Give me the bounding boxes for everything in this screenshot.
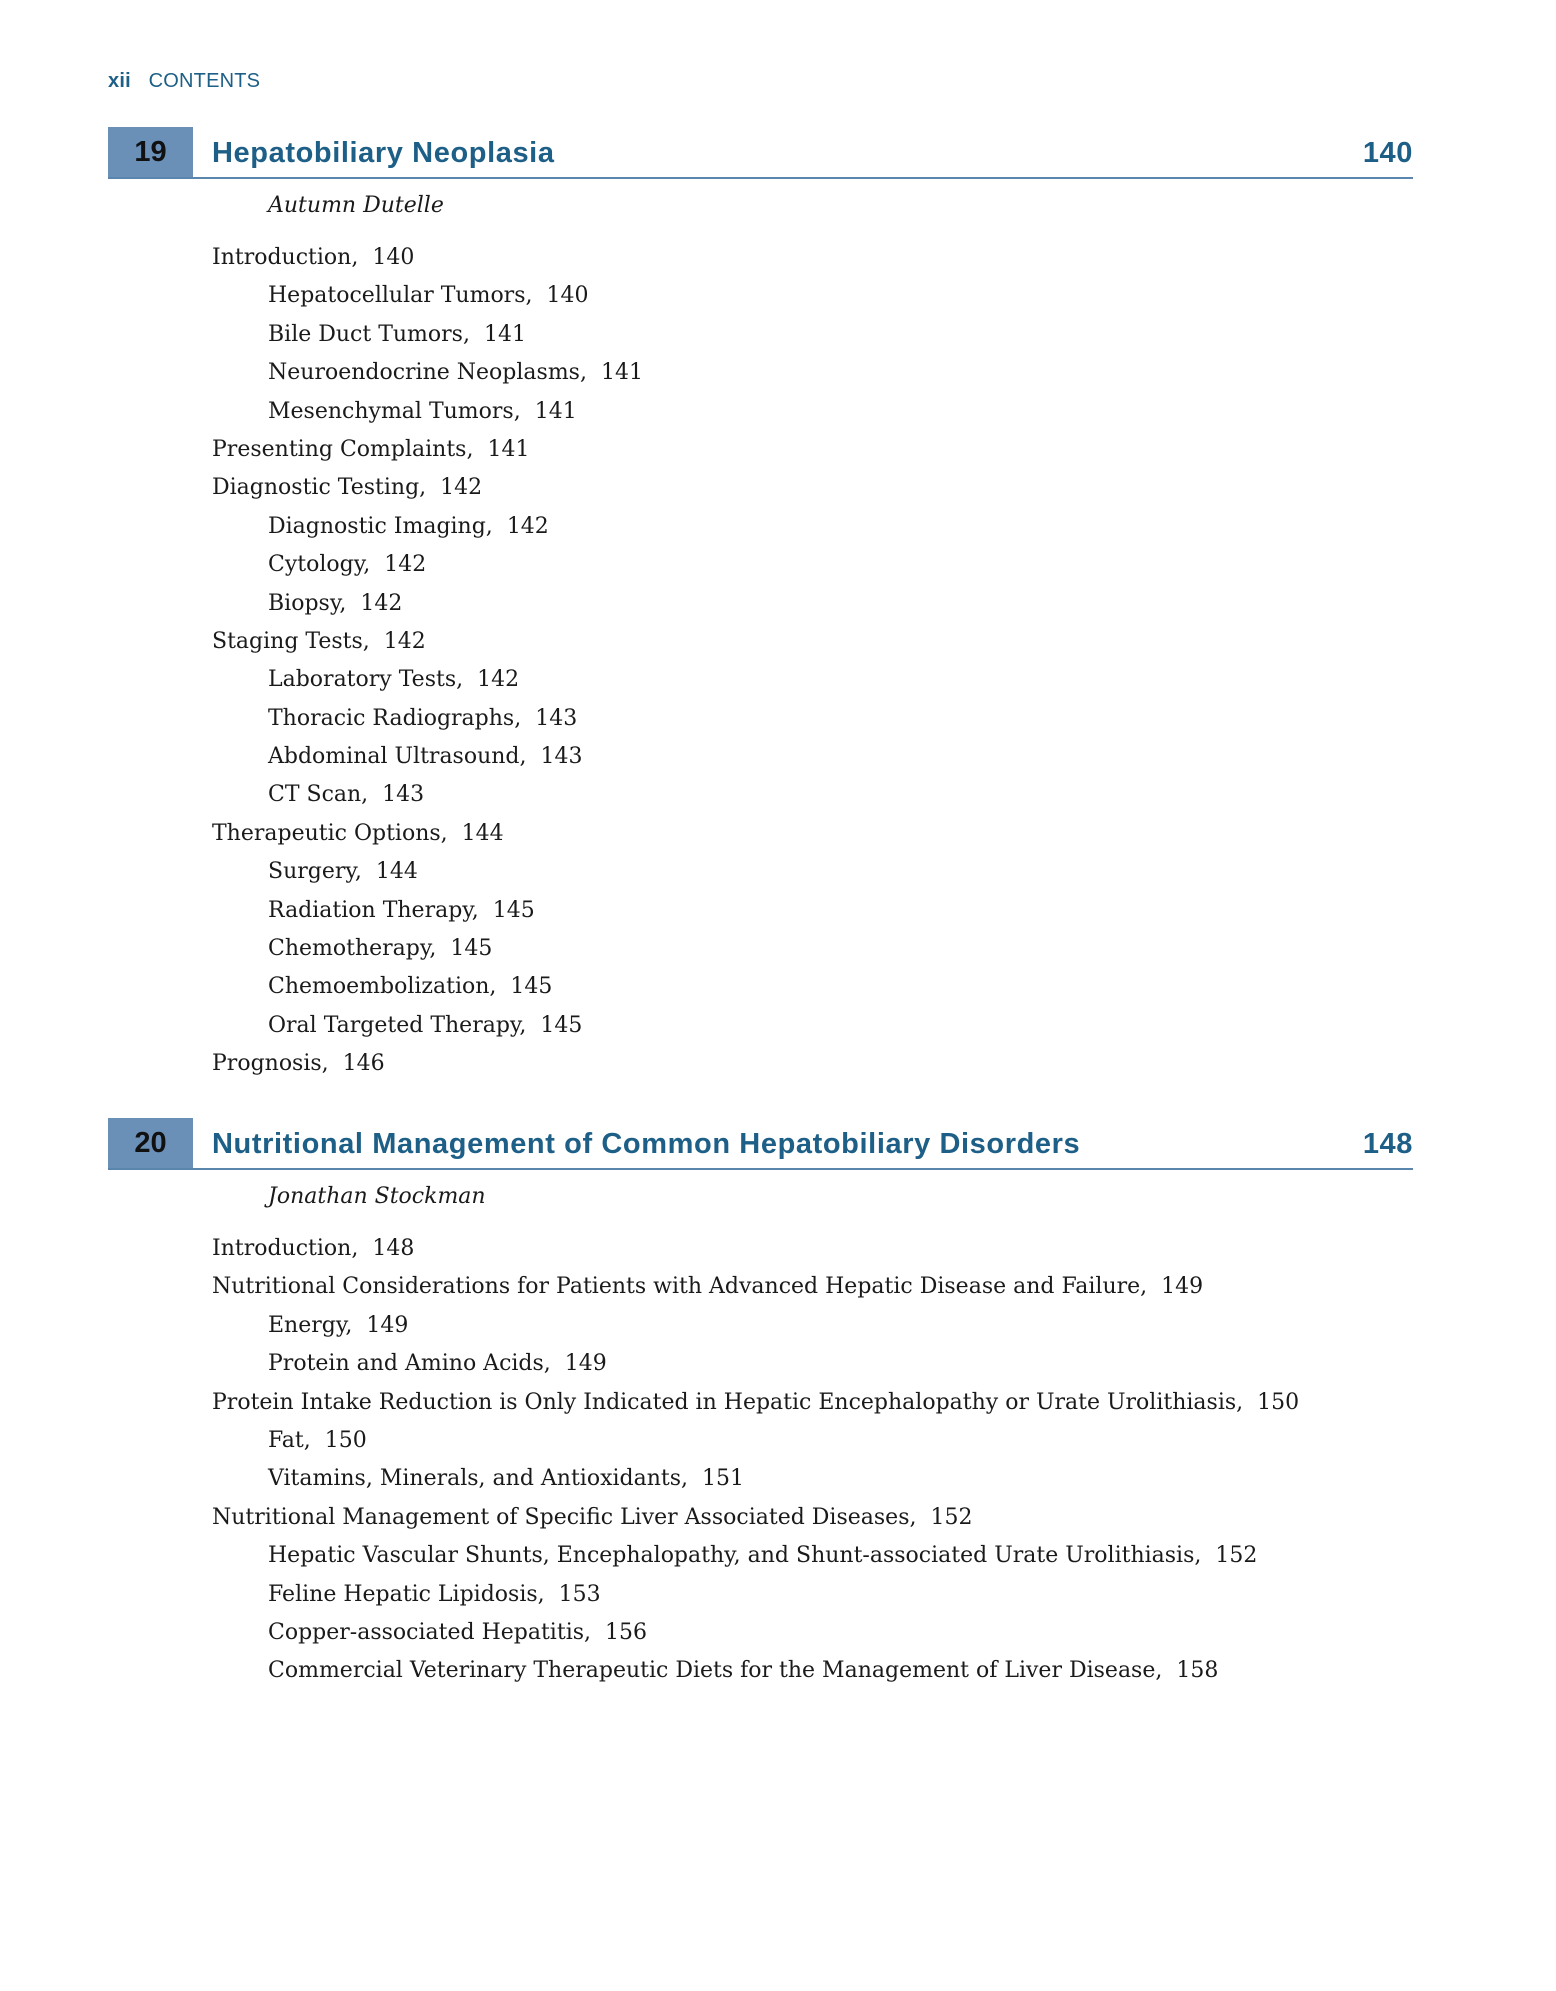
toc-entry-page: 149 (366, 1312, 409, 1338)
chapter-19 (108, 127, 1413, 1084)
toc-entry[interactable] (268, 661, 1413, 699)
toc-entry[interactable] (268, 546, 1413, 584)
toc-entry-page: 144 (461, 820, 504, 846)
toc-entry-title: Protein and Amino Acids, (268, 1351, 551, 1377)
toc-entry[interactable] (268, 277, 1413, 315)
page-folio: xii (108, 70, 131, 92)
toc-entry-page: 149 (1161, 1274, 1204, 1300)
toc-entry-title: Hepatocellular Tumors, (268, 283, 533, 309)
toc-entry-page: 143 (535, 705, 578, 731)
toc-entry[interactable] (212, 1268, 1413, 1306)
toc-entry-title: Feline Hepatic Lipidosis, (268, 1581, 545, 1607)
toc-entry-title: Bile Duct Tumors, (268, 321, 470, 347)
toc-entry-page: 150 (324, 1427, 367, 1453)
toc-entry-title: Staging Tests, (212, 628, 370, 654)
toc-entry-title: Thoracic Radiographs, (268, 705, 522, 731)
toc-entry[interactable] (212, 1384, 1413, 1422)
chapter-number: 20 (108, 1118, 193, 1168)
running-head (108, 70, 260, 93)
toc-entry[interactable] (268, 1460, 1413, 1498)
toc-entry-title: Energy, (268, 1312, 353, 1338)
toc-entry[interactable] (268, 316, 1413, 354)
toc-entry[interactable] (268, 700, 1413, 738)
toc-entry-page: 158 (1176, 1658, 1219, 1684)
toc-entry-page: 144 (375, 859, 418, 885)
toc-entry[interactable] (268, 968, 1413, 1006)
toc-entry[interactable] (268, 1652, 1413, 1690)
toc-entry[interactable] (268, 930, 1413, 968)
running-head-label: CONTENTS (148, 70, 261, 92)
toc-entry-title: Neuroendocrine Neoplasms, (268, 360, 587, 386)
toc-entry[interactable] (212, 1499, 1413, 1537)
toc-entry[interactable] (268, 1537, 1413, 1575)
toc-entry[interactable] (268, 1007, 1413, 1045)
toc-entry[interactable] (268, 1576, 1413, 1614)
toc-entry-page: 149 (564, 1351, 607, 1377)
toc-entry-title: Biopsy, (268, 590, 347, 616)
toc-entry[interactable] (268, 393, 1413, 431)
toc-entry[interactable] (268, 892, 1413, 930)
chapter-heading-bar (108, 1118, 1413, 1170)
chapter-page-number: 148 (1362, 1128, 1413, 1160)
toc-entry[interactable] (268, 1422, 1413, 1460)
toc-entry[interactable] (268, 1345, 1413, 1383)
toc-entry-page: 152 (930, 1504, 973, 1530)
toc-entry-title: CT Scan, (268, 782, 369, 808)
toc-entry-title: Chemotherapy, (268, 936, 437, 962)
toc-entry-page: 142 (384, 552, 427, 578)
toc-entry-title: Fat, (268, 1427, 311, 1453)
chapter-author: Autumn Dutelle (268, 193, 444, 218)
toc-entry-title: Vitamins, Minerals, and Antioxidants, (268, 1466, 689, 1492)
toc-entry-title: Chemoembolization, (268, 974, 497, 1000)
toc-entry-title: Introduction, (212, 245, 359, 270)
toc-entry[interactable] (268, 853, 1413, 891)
toc-entry-page: 152 (1215, 1543, 1258, 1569)
toc-entry-page: 143 (540, 744, 583, 770)
toc-entry-title: Prognosis, (212, 1051, 329, 1077)
toc-entry-page: 141 (600, 360, 643, 386)
toc-entry[interactable] (268, 585, 1413, 623)
toc-entry-page: 150 (1257, 1389, 1300, 1415)
toc-entry-page: 143 (382, 782, 425, 808)
chapter-20 (108, 1118, 1413, 1691)
toc-entry[interactable] (212, 431, 1413, 469)
toc-entry-page: 156 (605, 1619, 648, 1645)
toc-entry-page: 145 (450, 936, 493, 962)
toc-entry[interactable] (212, 1045, 1413, 1083)
toc-entry-page: 145 (492, 897, 535, 923)
toc-entry-page: 151 (702, 1466, 745, 1492)
toc-entry-page: 153 (558, 1581, 601, 1607)
toc-entry-title: Cytology, (268, 552, 371, 578)
toc-entry-title: Hepatic Vascular Shunts, Encephalopathy, and Shunt-associated Urate Urolithiasis, (268, 1543, 1202, 1569)
toc-entry-title: Protein Intake Reduction is Only Indicated in Hepatic Encephalopathy or Urate Urolithiasis, (212, 1389, 1244, 1415)
chapter-title[interactable]: Nutritional Management of Common Hepatobiliary Disorders (212, 1128, 1081, 1160)
chapter-author: Jonathan Stockman (268, 1184, 486, 1209)
toc-entry-page: 146 (342, 1051, 385, 1077)
toc-entry[interactable] (268, 776, 1413, 814)
toc-entry-page: 145 (510, 974, 553, 1000)
toc-entry-title: Commercial Veterinary Therapeutic Diets for the Management of Liver Disease, (268, 1658, 1163, 1684)
toc-entry-title: Diagnostic Imaging, (268, 513, 493, 539)
toc-entry-page: 141 (534, 398, 577, 424)
toc-entry-page: 140 (546, 283, 589, 309)
toc-entry[interactable] (268, 1614, 1413, 1652)
toc-entry-page: 142 (360, 590, 403, 616)
toc-entry-title: Mesenchymal Tumors, (268, 398, 521, 424)
toc-entry-title: Surgery, (268, 859, 362, 885)
toc-entry-title: Nutritional Considerations for Patients with Advanced Hepatic Disease and Failure, (212, 1274, 1148, 1300)
toc-entry[interactable] (212, 623, 1413, 661)
chapter-heading-bar (108, 127, 1413, 179)
toc-entry-title: Presenting Complaints, (212, 436, 474, 462)
chapter-number: 19 (108, 127, 193, 177)
chapter-title[interactable]: Hepatobiliary Neoplasia (212, 137, 555, 169)
toc-entry[interactable] (268, 738, 1413, 776)
toc-entry-title: Abdominal Ultrasound, (268, 744, 527, 770)
toc-entry[interactable] (212, 239, 1413, 277)
toc-entry-list (108, 239, 1413, 1084)
toc-entry-page: 142 (477, 667, 520, 693)
toc-entry-page: 141 (483, 321, 526, 347)
toc-entry-title: Diagnostic Testing, (212, 475, 427, 501)
toc-entry-page: 148 (372, 1236, 415, 1261)
toc-entry-page: 145 (540, 1012, 583, 1038)
toc-entry-list (108, 1230, 1413, 1691)
toc-entry-title: Nutritional Management of Specific Liver Associated Diseases, (212, 1504, 917, 1530)
toc-entry-title: Introduction, (212, 1236, 359, 1261)
toc-entry-page: 142 (383, 628, 426, 654)
toc-entry[interactable] (268, 1307, 1413, 1345)
toc-entry[interactable] (268, 354, 1413, 392)
toc-entry[interactable] (212, 815, 1413, 853)
toc-entry-title: Laboratory Tests, (268, 667, 464, 693)
toc-entry-page: 140 (372, 245, 415, 270)
toc-entry[interactable] (212, 469, 1413, 507)
toc-entry-title: Therapeutic Options, (212, 820, 448, 846)
toc-entry-page: 142 (440, 475, 483, 501)
toc-entry-title: Radiation Therapy, (268, 897, 479, 923)
toc-entry-page: 142 (506, 513, 549, 539)
toc-entry-title: Copper-associated Hepatitis, (268, 1619, 592, 1645)
toc-entry[interactable] (268, 508, 1413, 546)
toc-entry-title: Oral Targeted Therapy, (268, 1012, 527, 1038)
toc-entry-page: 141 (487, 436, 530, 462)
chapter-page-number: 140 (1362, 137, 1413, 169)
toc-entry[interactable] (212, 1230, 1413, 1268)
